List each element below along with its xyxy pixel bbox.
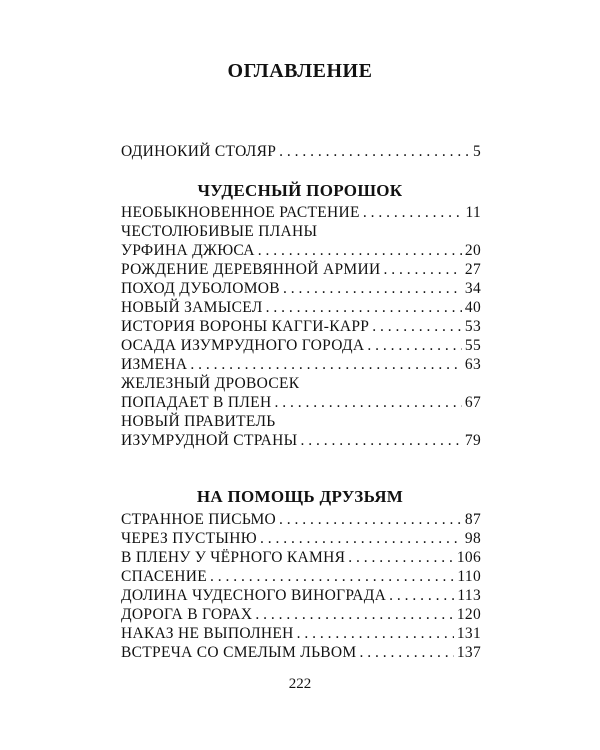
leader-dots <box>359 643 453 662</box>
toc-entry-title: НЕОБЫКНОВЕННОЕ РАСТЕНИЕ <box>121 204 360 221</box>
toc-entry <box>121 355 481 374</box>
toc-entry <box>121 586 481 605</box>
toc-entry <box>121 605 481 624</box>
leader-dots <box>383 260 461 279</box>
toc-intro <box>121 142 481 161</box>
leader-dots <box>389 586 454 605</box>
toc-entry-page: 131 <box>456 625 481 642</box>
leader-dots <box>279 142 470 161</box>
toc-entry <box>121 241 481 260</box>
leader-dots <box>348 548 454 567</box>
toc-entry-title: СПАСЕНИЕ <box>121 568 208 585</box>
leader-dots <box>283 279 462 298</box>
toc-entry-page: 79 <box>464 432 481 449</box>
leader-dots <box>300 431 461 450</box>
toc-entry <box>121 203 481 222</box>
toc-entry-page: 98 <box>464 530 481 547</box>
toc-entry-title: ЖЕЛЕЗНЫЙ ДРОВОСЕК <box>121 375 300 392</box>
toc-entry-page: 120 <box>456 606 481 623</box>
leader-dots <box>367 336 462 355</box>
section-heading: НА ПОМОЩЬ ДРУЗЬЯМ <box>196 487 404 506</box>
toc-entry <box>121 142 481 161</box>
toc-entry-page: 11 <box>465 204 481 221</box>
toc-entry-title: ВСТРЕЧА СО СМЕЛЫМ ЛЬВОМ <box>121 644 357 661</box>
leader-dots <box>255 605 454 624</box>
toc-entry-title: ДОЛИНА ЧУДЕСНОГО ВИНОГРАДА <box>121 587 387 604</box>
toc-entry-title: УРФИНА ДЖЮСА <box>121 242 255 259</box>
toc-entry-page: 137 <box>456 644 481 661</box>
leader-dots <box>279 510 462 529</box>
toc-entry <box>121 317 481 336</box>
toc-entry-page: 55 <box>464 337 481 354</box>
toc-section-1 <box>121 203 481 450</box>
toc-entry-title: ПОПАДАЕТ В ПЛЕН <box>121 394 272 411</box>
toc-entry-title: ИЗМЕНА <box>121 356 188 373</box>
toc-entry-title: ИЗУМРУДНОЙ СТРАНЫ <box>121 432 298 449</box>
toc-entry-title: РОЖДЕНИЕ ДЕРЕВЯННОЙ АРМИИ <box>121 261 381 278</box>
leader-dots <box>258 241 462 260</box>
leader-dots <box>210 567 454 586</box>
toc-entry <box>121 624 481 643</box>
page-title: ОГЛАВЛЕНИЕ <box>227 60 373 82</box>
leader-dots <box>274 393 461 412</box>
toc-entry-page: 113 <box>457 587 481 604</box>
toc-entry-title: ОДИНОКИЙ СТОЛЯР <box>121 143 277 160</box>
toc-entry-page: 67 <box>464 394 481 411</box>
toc-entry-page: 34 <box>464 280 481 297</box>
section-heading: ЧУДЕСНЫЙ ПОРОШОК <box>197 181 403 200</box>
toc-entry <box>121 431 481 450</box>
toc-entry-page: 53 <box>464 318 481 335</box>
toc-entry-page: 87 <box>464 511 481 528</box>
toc-entry <box>121 260 481 279</box>
leader-dots <box>260 529 462 548</box>
leader-dots <box>190 355 461 374</box>
toc-entry <box>121 393 481 412</box>
toc-entry <box>121 510 481 529</box>
toc-entry-page: 63 <box>464 356 481 373</box>
toc-entry-title: В ПЛЕНУ У ЧЁРНОГО КАМНЯ <box>121 549 346 566</box>
toc-entry <box>121 336 481 355</box>
toc-entry <box>121 298 481 317</box>
page-number: 222 <box>288 676 312 692</box>
toc-entry-page: 40 <box>464 299 481 316</box>
leader-dots <box>266 298 462 317</box>
toc-entry-page: 106 <box>456 549 481 566</box>
toc-entry <box>121 279 481 298</box>
toc-entry-title: ЧЕСТОЛЮБИВЫЕ ПЛАНЫ <box>121 223 318 240</box>
toc-entry-page: 5 <box>472 143 481 160</box>
toc-section-2 <box>121 510 481 662</box>
toc-entry <box>121 643 481 662</box>
toc-entry <box>121 412 481 431</box>
toc-entry-title: ДОРОГА В ГОРАХ <box>121 606 253 623</box>
toc-entry-title: НОВЫЙ ПРАВИТЕЛЬ <box>121 413 276 430</box>
toc-entry <box>121 374 481 393</box>
toc-entry <box>121 529 481 548</box>
leader-dots <box>297 624 454 643</box>
toc-entry-title: ОСАДА ИЗУМРУДНОГО ГОРОДА <box>121 337 365 354</box>
toc-entry-title: ПОХОД ДУБОЛОМОВ <box>121 280 280 297</box>
toc-entry <box>121 222 481 241</box>
leader-dots <box>372 317 462 336</box>
toc-entry-title: НОВЫЙ ЗАМЫСЕЛ <box>121 299 263 316</box>
toc-entry-title: ЧЕРЕЗ ПУСТЫНЮ <box>121 530 257 547</box>
toc-entry <box>121 567 481 586</box>
toc-entry-page: 27 <box>464 261 481 278</box>
leader-dots <box>363 203 463 222</box>
toc-entry-page: 110 <box>457 568 481 585</box>
toc-entry-title: ИСТОРИЯ ВОРОНЫ КАГГИ-КАРР <box>121 318 370 335</box>
toc-entry-title: СТРАННОЕ ПИСЬМО <box>121 511 277 528</box>
toc-entry-page: 20 <box>464 242 481 259</box>
toc-entry-title: НАКАЗ НЕ ВЫПОЛНЕН <box>121 625 294 642</box>
toc-entry <box>121 548 481 567</box>
